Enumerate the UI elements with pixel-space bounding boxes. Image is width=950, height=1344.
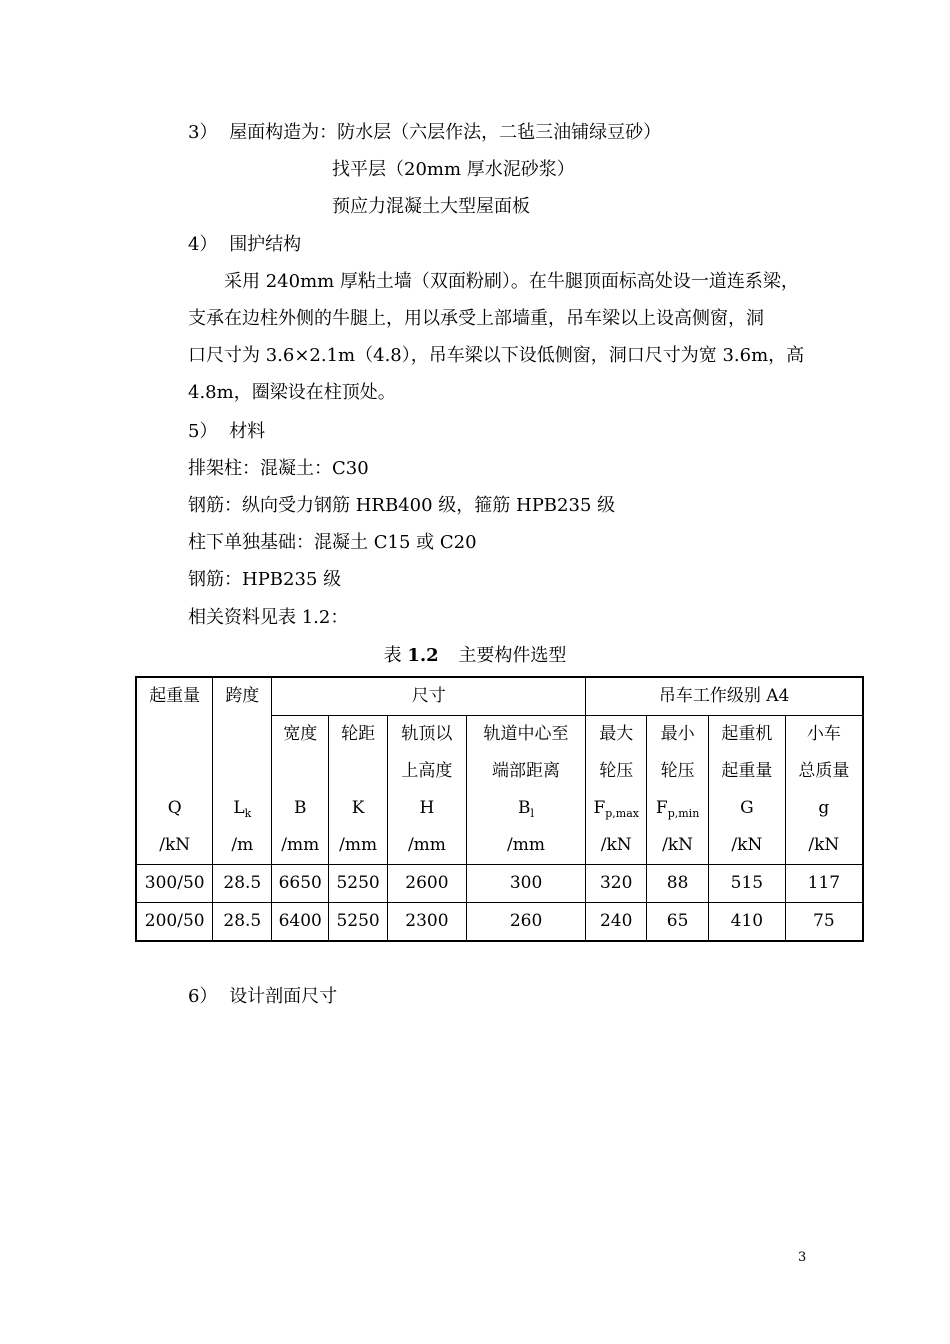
table-cell: 28.5 [213,903,272,942]
material-line: 钢筋：HPB235 级 [188,569,342,590]
header-trolley-mass-line1: 小车 [785,716,863,754]
material-line: 柱下单独基础：混凝土 C15 或 C20 [188,532,477,553]
paragraph-line: 4.8m，圈梁设在柱顶处。 [188,382,396,403]
item-3-heading [188,121,661,145]
header-cell-empty [213,716,272,754]
caption-title: 主要构件选型 [458,645,567,666]
item-label: 设计剖面尺寸 [229,986,338,1007]
unit-cell: /kN [136,827,213,865]
table-cell: 300 [466,865,585,903]
header-width: 宽度 [272,716,329,754]
symbol-fmin [647,790,709,827]
item-label: 围护结构 [229,234,302,255]
table-row [136,903,863,942]
unit-cell: /mm [272,827,329,865]
symbol-main: F [593,798,606,818]
symbol-fmax [586,790,647,827]
header-span: 跨度 [213,677,272,716]
table-cell: 515 [709,865,786,903]
table-cell: 260 [466,903,585,942]
material-line: 排架柱：混凝土：C30 [188,458,369,479]
symbol-q: Q [136,790,213,827]
unit-cell: /mm [329,827,388,865]
unit-cell: /kN [586,827,647,865]
unit-cell: /kN [709,827,786,865]
unit-cell: /mm [466,827,585,865]
table-cell: 5250 [329,903,388,942]
header-crane-weight-line1: 起重机 [709,716,786,754]
header-capacity: 起重量 [136,677,213,716]
symbol-lk [213,790,272,827]
header-min-wheel-load-line1: 最小 [647,716,709,754]
symbol-b: B [272,790,329,827]
table-cell: 300/50 [136,865,213,903]
unit-cell: /kN [785,827,863,865]
table-caption [0,644,950,668]
header-size: 尺寸 [272,677,586,716]
header-rail-distance-line2: 端部距离 [466,753,585,790]
item-number: 6） [188,986,218,1007]
header-max-wheel-load-line1: 最大 [586,716,647,754]
header-cell-empty [136,753,213,790]
symbol-subscript: l [530,807,535,820]
symbol-h: H [388,790,467,827]
caption-number: 1.2 [407,645,439,666]
header-rail-distance-line1: 轨道中心至 [466,716,585,754]
table-cell: 320 [586,865,647,903]
table-row [136,865,863,903]
caption-prefix: 表 [383,645,402,666]
item-label: 屋面构造为：防水层（六层作法，二毡三油铺绿豆砂） [229,122,662,143]
crane-spec-table [135,676,864,942]
header-crane-weight-line2: 起重量 [709,753,786,790]
symbol-trolley-g: g [785,790,863,827]
material-line: 相关资料见表 1.2： [188,607,349,628]
symbol-subscript: k [244,807,252,820]
symbol-bl [466,790,585,827]
header-min-wheel-load-line2: 轮压 [647,753,709,790]
symbol-main: F [655,798,668,818]
item-number: 3） [188,122,218,143]
paragraph-line: 采用 240mm 厚粘土墙（双面粉刷）。在牛腿顶面标高处设一道连系梁， [224,271,799,292]
table-cell: 28.5 [213,865,272,903]
header-height-line1: 轨顶以 [388,716,467,754]
header-cell-empty [213,753,272,790]
page-number: 3 [798,1250,807,1265]
header-trolley-mass-line2: 总质量 [785,753,863,790]
table-cell: 117 [785,865,863,903]
unit-cell: /kN [647,827,709,865]
item-label: 材料 [229,421,266,442]
paragraph-line: 支承在边柱外侧的牛腿上，用以承受上部墙重，吊车梁以上设高侧窗，洞 [188,308,764,329]
table-cell: 65 [647,903,709,942]
unit-cell: /mm [388,827,467,865]
item-number: 5） [188,421,218,442]
symbol-main: B [518,798,531,818]
table-cell: 6650 [272,865,329,903]
symbol-subscript: p,min [667,807,700,820]
header-wheelbase: 轮距 [329,716,388,754]
header-max-wheel-load-line2: 轮压 [586,753,647,790]
item-4-heading [188,233,301,257]
table-cell: 2300 [388,903,467,942]
table-cell: 410 [709,903,786,942]
symbol-subscript: p,max [605,807,639,820]
item-6-heading [188,985,337,1009]
table-cell: 5250 [329,865,388,903]
header-cell-empty [136,716,213,754]
symbol-g: G [709,790,786,827]
table-cell: 88 [647,865,709,903]
roof-layer-line: 预应力混凝土大型屋面板 [332,196,530,217]
material-line: 钢筋：纵向受力钢筋 HRB400 级，箍筋 HPB235 级 [188,495,616,516]
header-cell-empty [272,753,329,790]
item-5-heading [188,420,265,444]
table-cell: 75 [785,903,863,942]
symbol-main: L [233,798,245,818]
table-cell: 6400 [272,903,329,942]
table-cell: 240 [586,903,647,942]
table-cell: 2600 [388,865,467,903]
item-number: 4） [188,234,218,255]
paragraph-line: 口尺寸为 3.6×2.1m（4.8），吊车梁以下设低侧窗，洞口尺寸为宽 3.6m，高 [188,345,805,366]
symbol-k: K [329,790,388,827]
header-height-line2: 上高度 [388,753,467,790]
unit-cell: /m [213,827,272,865]
header-cell-empty [329,753,388,790]
roof-layer-line: 找平层（20mm 厚水泥砂浆） [332,159,575,180]
table-cell: 200/50 [136,903,213,942]
header-crane-class: 吊车工作级别 A4 [586,677,863,716]
